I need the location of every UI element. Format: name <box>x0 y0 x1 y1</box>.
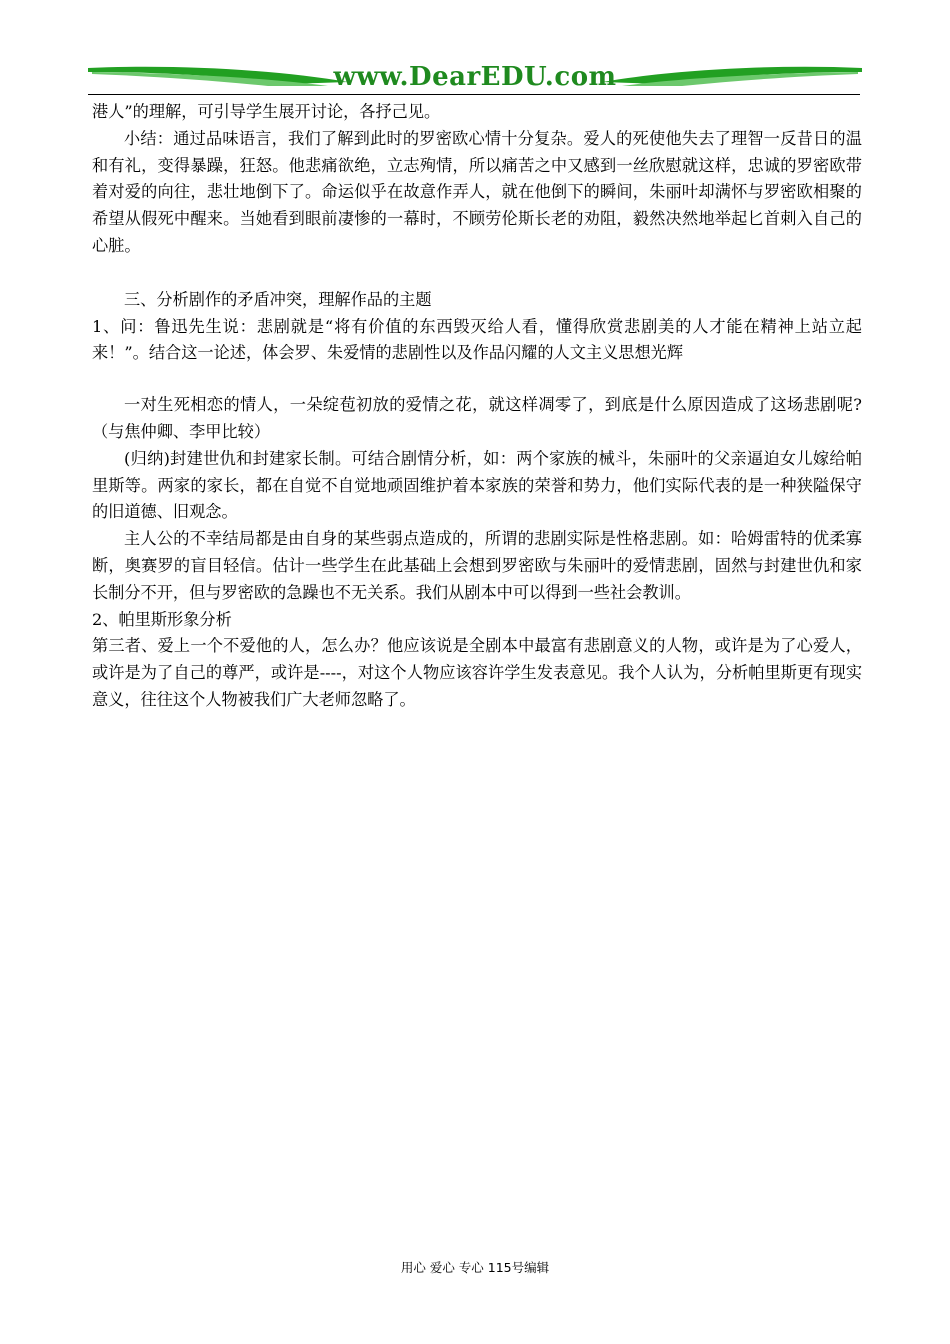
paragraph-conclusion: (归纳)封建世仇和封建家长制。可结合剧情分析，如：两个家族的械斗，朱丽叶的父亲逼迫女儿嫁给帕里斯等。两家的家长，都在自觉不自觉地顽固维护着本家族的荣誉和势力，他们实际代表的是一种狭隘保守的旧道德、旧观念。 <box>92 448 862 522</box>
header-divider <box>88 94 860 95</box>
spacer <box>92 367 862 392</box>
document-body <box>92 99 862 714</box>
paragraph-character-tragedy: 主人公的不幸结局都是由自身的某些弱点造成的，所谓的悲剧实际是性格悲剧。如：哈姆雷特的优柔寡断，奥赛罗的盲目轻信。估计一些学生在此基础上会想到罗密欧与朱丽叶的爱情悲剧，固然与封建世仇和家长制分不开，但与罗密欧的急躁也不无关系。我们从剧本中可以得到一些社会教训。 <box>92 529 862 602</box>
section-heading-2: 2、帕里斯形象分析 <box>92 609 232 629</box>
spacer <box>92 260 862 287</box>
site-logo-text: www.DearEDU.com <box>333 62 617 92</box>
section-heading-3: 三、分析剧作的矛盾冲突，理解作品的主题 <box>124 289 432 309</box>
paragraph-lovers: 一对生死相恋的情人，一朵绽苞初放的爱情之花，就这样凋零了，到底是什么原因造成了这场悲剧呢?（与焦仲卿、李甲比较） <box>92 395 862 441</box>
question-1: 1、问：鲁迅先生说：悲剧就是“将有价值的东西毁灭给人看，懂得欣赏悲剧美的人才能在精神上站立起来！”。结合这一论述，体会罗、朱爱情的悲剧性以及作品闪耀的人文主义思想光辉 <box>92 316 862 363</box>
page-header <box>88 60 862 94</box>
page-footer: 用心 爱心 专心 115号编辑 <box>400 1260 550 1275</box>
paragraph-paris: 第三者、爱上一个不爱他的人，怎么办？他应该说是全剧本中最富有悲剧意义的人物，或许是为了心爱人，或许是为了自己的尊严，或许是----，对这个人物应该容许学生发表意见。我个人认为，分析帕里斯更有现实意义，往往这个人物被我们广大老师忽略了。 <box>92 636 862 709</box>
paragraph-summary: 小结：通过品味语言，我们了解到此时的罗密欧心情十分复杂。爱人的死使他失去了理智一反昔日的温和有礼，变得暴躁，狂怒。他悲痛欲绝，立志殉情，所以痛苦之中又感到一丝欣慰就这样，忠诚的罗密欧带着对爱的向往，悲壮地倒下了。命运似乎在故意作弄人，就在他倒下的瞬间，朱丽叶却满怀与罗密欧相聚的希望从假死中醒来。当她看到眼前凄惨的一幕时，不顾劳伦斯长老的劝阻，毅然决然地举起匕首刺入自己的心脏。 <box>92 128 862 255</box>
paragraph-continuation: 港人”的理解，可引导学生展开讨论，各抒己见。 <box>92 102 441 121</box>
